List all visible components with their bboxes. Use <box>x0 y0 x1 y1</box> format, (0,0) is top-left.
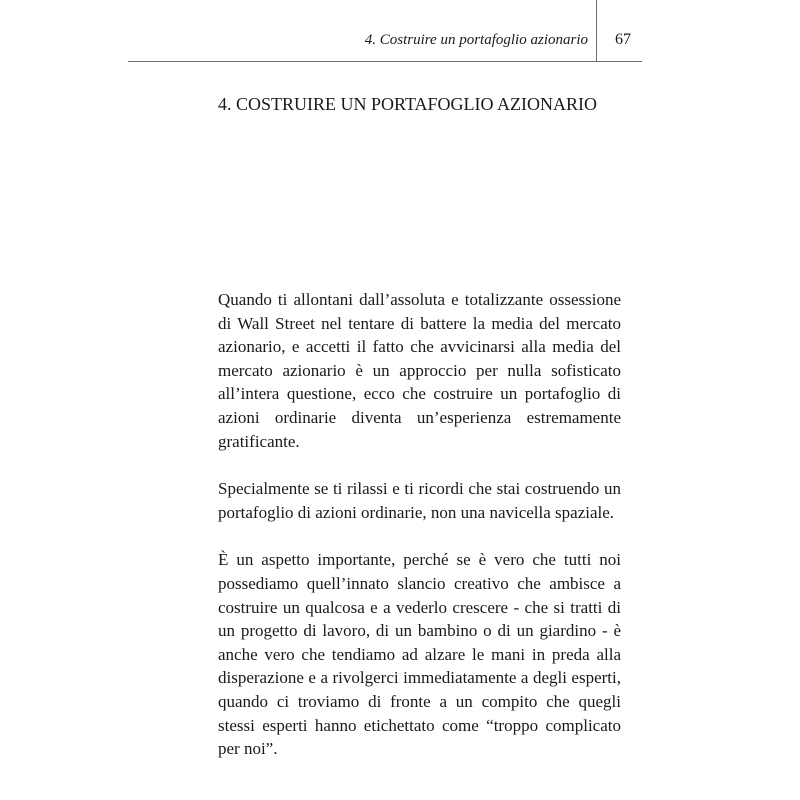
paragraph: È un aspetto importante, perché se è vero che tutti noi possediamo quell’innato slancio creativo che ambisce a costruire un qualcosa e a vederlo crescere - che si tratti di un progetto di lavoro, di un bambino o di un giardino - è anche vero che tendiamo ad alzare le mani in preda alla disperazione e a rivolgerci immediatamente a degli esperti, quando ci troviamo di fronte a un compito che quegli stessi esperti hanno etichettato come “troppo complicato per noi”. <box>218 550 621 759</box>
running-head-title: 4. Costruire un portafoglio azionario <box>364 32 588 48</box>
header-divider-line <box>596 0 597 61</box>
body-text <box>218 288 621 785</box>
page-number: 67 <box>615 31 631 48</box>
header-rule <box>128 61 642 62</box>
paragraph: Specialmente se ti rilassi e ti ricordi che stai costruendo un portafoglio di azioni ordinarie, non una navicella spaziale. <box>218 479 621 522</box>
paragraph: Quando ti allontani dall’assoluta e totalizzante ossessione di Wall Street nel tentare di battere la media del mercato azionario, e accetti il fatto che avvicinarsi alla media del mercato azionario è un approccio per nulla sofisticato all’intera questione, ecco che costruire un portafoglio di azioni ordinarie diventa un’esperienza estremamente gratificante. <box>218 290 621 451</box>
chapter-title: 4. COSTRUIRE UN PORTAFOGLIO AZIONARIO <box>218 94 597 114</box>
